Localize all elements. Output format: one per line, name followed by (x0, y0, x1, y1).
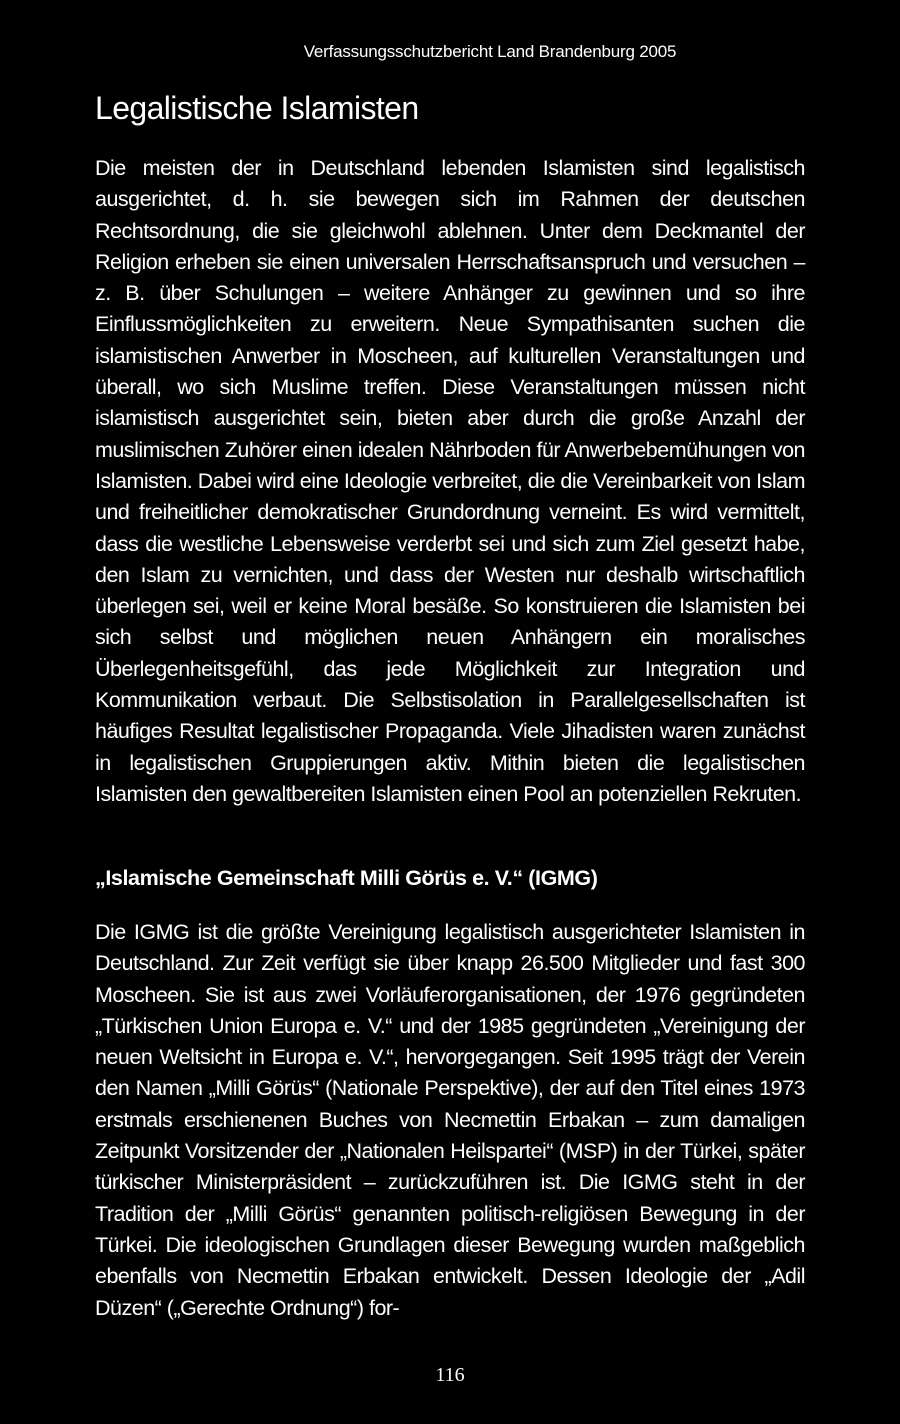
body-paragraph-igmg: Die IGMG ist die größte Vereinigung legalistisch ausgerichteter Islamisten in Deutschland. Zur Zeit verfügt sie über knapp 26.500 Mitglieder und fast 300 Moscheen. Sie ist aus zwei Vorläuferorganisationen, der 1976 gegründeten „Türkischen Union Europa e. V.“ und der 1985 gegründeten „Vereinigung der neuen Weltsicht in Europa e. V.“, hervorgegangen. Seit 1995 trägt der Verein den Namen „Milli Görüs“ (Nationale Perspektive), der auf den Titel eines 1973 erstmals erschienenen Buches von Necmettin Erbakan – zum damaligen Zeitpunkt Vorsitzender der „Nationalen Heilspartei“ (MSP) in der Türkei, später türkischer Ministerpräsident – zurückzuführen ist. Die IGMG steht in der Tradition der „Milli Görüs“ genannten politisch-religiösen Bewegung in der Türkei. Die ideologischen Grundlagen dieser Bewegung wurden maßgeblich ebenfalls von Necmettin Erbakan entwickelt. Dessen Ideologie der „Adil Düzen“ („Gerechte Ordnung“) for- (95, 920, 805, 1320)
body-paragraph-legalistic-islamists: Die meisten der in Deutschland lebenden Islamisten sind legalistisch ausgerichtet, d. h. sie bewegen sich im Rahmen der deutschen Rechtsordnung, die sie gleichwohl ablehnen. Unter dem Deckmantel der Religion erheben sie einen universalen Herrschaftsanspruch und versuchen – z. B. über Schulungen – weitere Anhänger zu gewinnen und so ihre Einflussmöglichkeiten zu erweitern. Neue Sympathisanten suchen die islamistischen Anwerber in Moscheen, auf kulturellen Veranstaltungen und überall, wo sich Muslime treffen. Diese Veranstaltungen müssen nicht islamistisch ausgerichtet sein, bieten aber durch die große Anzahl der muslimischen Zuhörer einen idealen Nährboden für Anwerbebemühungen von Islamisten. Dabei wird eine Ideologie verbreitet, die die Vereinbarkeit von Islam und freiheitlicher demokratischer Grundordnung verneint. Es wird vermittelt, dass die westliche Lebensweise verderbt sei und sich zum Ziel gesetzt habe, den Islam zu vernichten, und dass der Westen nur deshalb wirtschaftlich überlegen sei, weil er keine Moral besäße. So konstruieren die Islamisten bei sich selbst und möglichen neuen Anhängern ein moralisches Überlegenheitsgefühl, das jede Möglichkeit zur Integration und Kommunikation verbaut. Die Selbstisolation in Parallelgesellschaften ist häufiges Resultat legalistischer Propaganda. Viele Jihadisten waren zunächst in legalistischen Gruppierungen aktiv. Mithin bieten die legalistischen Islamisten den gewaltbereiten Islamisten einen Pool an potenziellen Rekruten. (95, 156, 806, 806)
running-header: Verfassungsschutzbericht Land Brandenburg 2005 (303, 42, 677, 61)
page-number: 116 (435, 1364, 465, 1386)
chapter-title: Legalistische Islamisten (95, 90, 419, 126)
section-heading-igmg: „Islamische Gemeinschaft Milli Görüs e. V.“ (IGMG) (95, 866, 598, 890)
